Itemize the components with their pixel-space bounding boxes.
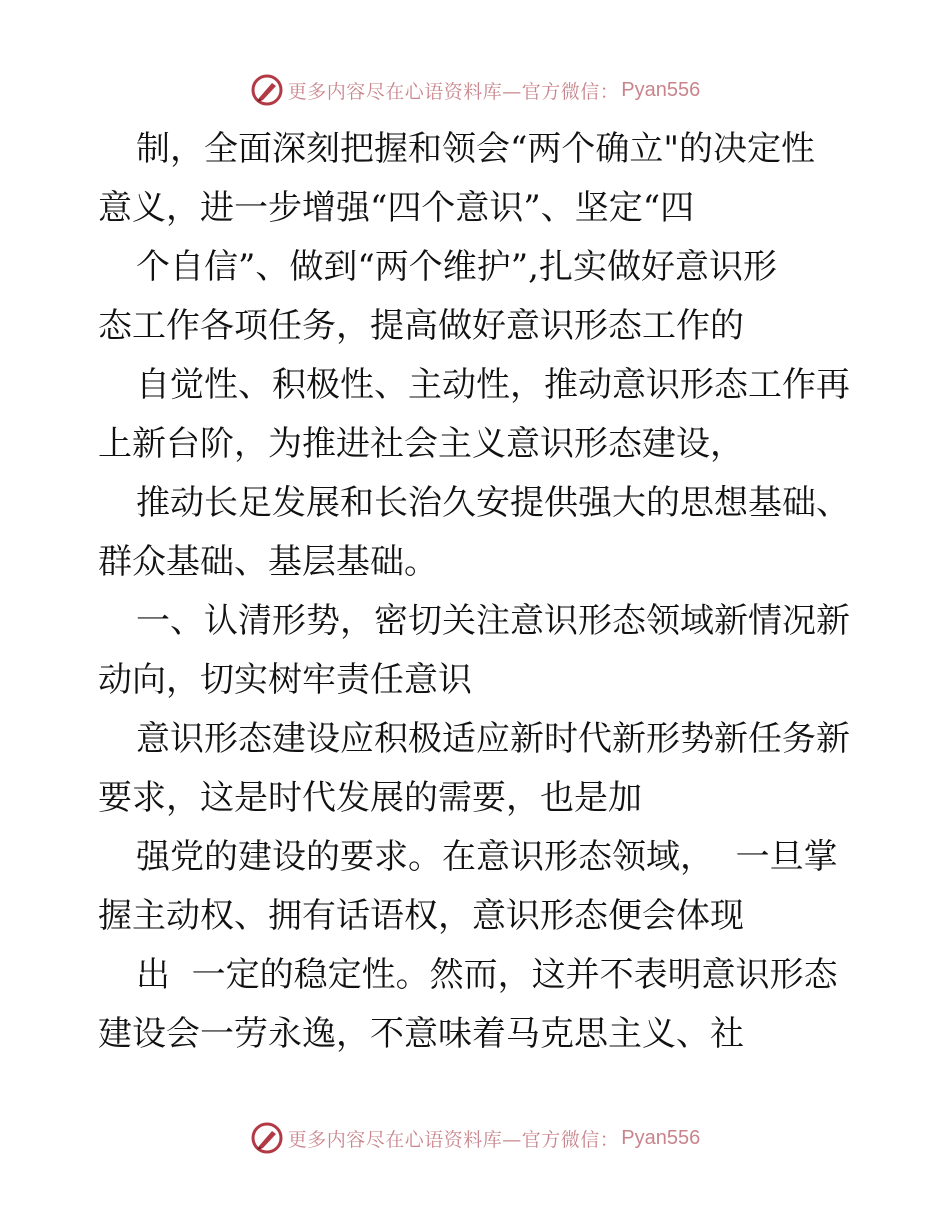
text-line: 制，全面深刻把握和领会“两个确立"的决定性: [136, 129, 816, 169]
banner-text: 更多内容尽在心语资料库—官方微信：: [287, 80, 620, 103]
text-line: 态工作各项任务，提高做好意识形态工作的: [98, 306, 744, 346]
text-line: 出 一定的稳定性。然而，这并不表明意识形态: [136, 955, 838, 995]
text-line: 群众基础、基层基础。: [98, 542, 438, 582]
text-line: 推动长足发展和长治久安提供强大的思想基础、: [136, 483, 850, 523]
document-body: [98, 120, 858, 1064]
banner-account: Pyan556: [621, 1126, 701, 1149]
red-pen-circle-icon: [250, 73, 284, 107]
text-line: 自觉性、积极性、主动性，推动意识形态工作再: [136, 365, 850, 405]
page-footer-banner: [0, 1118, 950, 1158]
banner-text: 更多内容尽在心语资料库—官方微信：: [287, 1128, 620, 1151]
section-heading: 一、认清形势，密切关注意识形态领域新情况新: [136, 601, 850, 641]
text-line: 强党的建设的要求。在意识形态领域， 一旦掌: [136, 837, 838, 877]
page-header-banner: [0, 70, 950, 110]
text-line: 要求，这是时代发展的需要，也是加: [98, 778, 642, 818]
red-pen-circle-icon: [250, 1121, 284, 1155]
section-heading-continued: 动向，切实树牢责任意识: [98, 660, 472, 700]
text-line: 上新台阶，为推进社会主义意识形态建设，: [98, 424, 744, 464]
text-line: 意义，进一步增强“四个意识”、坚定“四: [98, 188, 695, 228]
text-line: 建设会一劳永逸，不意味着马克思主义、社: [98, 1014, 744, 1054]
text-line: 意识形态建设应积极适应新时代新形势新任务新: [136, 719, 850, 759]
banner-account: Pyan556: [621, 78, 701, 101]
text-line: 个自信”、做到“两个维护”,扎实做好意识形: [136, 247, 777, 287]
text-line: 握主动权、拥有话语权，意识形态便会体现: [98, 896, 744, 936]
